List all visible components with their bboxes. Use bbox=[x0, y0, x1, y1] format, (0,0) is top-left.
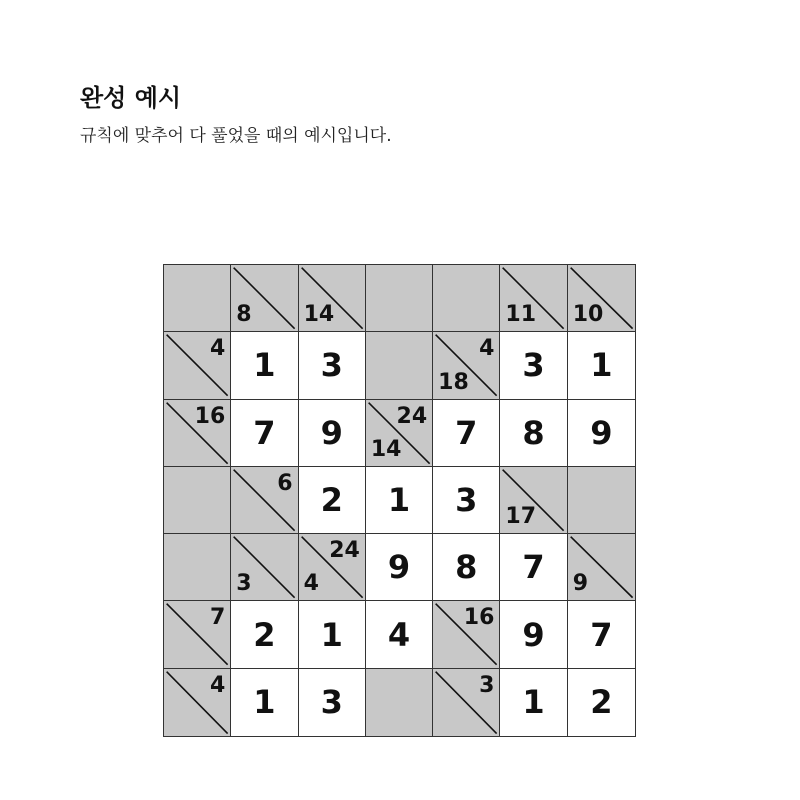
clue-cell bbox=[231, 265, 298, 332]
cell-digit: 8 bbox=[522, 413, 545, 452]
answer-cell bbox=[500, 669, 567, 736]
clue-cell bbox=[164, 400, 231, 467]
down-clue: 14 bbox=[303, 302, 335, 328]
cell-digit: 2 bbox=[320, 480, 343, 519]
cell-digit: 9 bbox=[387, 548, 411, 587]
cell-digit: 9 bbox=[320, 413, 343, 452]
across-clue: 7 bbox=[209, 605, 226, 631]
page-subtitle: 규칙에 맞추어 다 풀었을 때의 예시입니다. bbox=[80, 126, 392, 146]
cell-digit: 7 bbox=[253, 413, 276, 452]
blocked-cell bbox=[164, 265, 231, 332]
across-clue: 24 bbox=[396, 403, 428, 429]
cell-digit: 3 bbox=[455, 480, 478, 519]
down-clue: 4 bbox=[303, 571, 319, 597]
blocked-cell bbox=[568, 467, 635, 534]
down-clue: 14 bbox=[370, 436, 402, 462]
down-clue: 17 bbox=[505, 504, 537, 530]
cell-digit: 3 bbox=[320, 683, 343, 722]
answer-cell bbox=[568, 332, 635, 399]
clue-cell bbox=[231, 467, 298, 534]
across-clue: 24 bbox=[329, 538, 360, 564]
answer-cell bbox=[500, 534, 567, 601]
cell-digit: 3 bbox=[522, 346, 545, 385]
clue-cell bbox=[299, 265, 366, 332]
blocked-cell bbox=[164, 534, 231, 601]
answer-cell bbox=[433, 467, 500, 534]
clue-cell bbox=[433, 332, 500, 399]
answer-cell bbox=[568, 601, 635, 668]
clue-cell bbox=[164, 601, 231, 668]
answer-cell bbox=[500, 601, 567, 668]
answer-cell bbox=[366, 467, 433, 534]
cell-digit: 2 bbox=[590, 683, 613, 722]
clue-cell bbox=[433, 669, 500, 736]
clue-cell bbox=[568, 265, 635, 332]
answer-cell bbox=[299, 332, 366, 399]
across-clue: 4 bbox=[209, 672, 226, 698]
cell-digit: 1 bbox=[590, 346, 613, 385]
clue-cell bbox=[366, 400, 433, 467]
blocked-cell bbox=[433, 265, 500, 332]
across-clue: 16 bbox=[463, 605, 495, 631]
down-clue: 3 bbox=[236, 571, 252, 597]
blocked-cell bbox=[366, 669, 433, 736]
kakuro-board bbox=[163, 264, 636, 737]
down-clue: 10 bbox=[572, 302, 604, 328]
cell-digit: 1 bbox=[253, 346, 276, 385]
answer-cell bbox=[299, 601, 366, 668]
answer-cell bbox=[231, 332, 298, 399]
cell-digit: 7 bbox=[522, 548, 545, 587]
page-title: 완성 예시 bbox=[80, 84, 182, 112]
answer-cell bbox=[231, 400, 298, 467]
cell-digit: 7 bbox=[590, 615, 613, 654]
down-clue: 11 bbox=[505, 302, 537, 328]
answer-cell bbox=[433, 400, 500, 467]
blocked-cell bbox=[366, 332, 433, 399]
cell-digit: 3 bbox=[320, 346, 343, 385]
across-clue: 16 bbox=[194, 403, 226, 429]
answer-cell bbox=[299, 669, 366, 736]
cell-digit: 1 bbox=[253, 683, 276, 722]
answer-cell bbox=[299, 400, 366, 467]
clue-cell bbox=[568, 534, 635, 601]
answer-cell bbox=[568, 669, 635, 736]
cell-digit: 2 bbox=[253, 615, 276, 654]
answer-cell bbox=[433, 534, 500, 601]
cell-digit: 8 bbox=[455, 548, 478, 587]
clue-cell bbox=[231, 534, 298, 601]
blocked-cell bbox=[366, 265, 433, 332]
across-clue: 6 bbox=[277, 470, 293, 496]
clue-cell bbox=[433, 601, 500, 668]
across-clue: 4 bbox=[209, 336, 226, 362]
clue-cell bbox=[500, 467, 567, 534]
cell-digit: 4 bbox=[387, 615, 411, 654]
clue-cell bbox=[500, 265, 567, 332]
across-clue: 3 bbox=[479, 672, 495, 698]
down-clue: 9 bbox=[572, 571, 589, 597]
cell-digit: 1 bbox=[522, 683, 545, 722]
answer-cell bbox=[568, 400, 635, 467]
answer-cell bbox=[299, 467, 366, 534]
cell-digit: 7 bbox=[455, 413, 478, 452]
down-clue: 8 bbox=[236, 302, 252, 328]
cell-digit: 1 bbox=[387, 480, 411, 519]
across-clue: 4 bbox=[479, 336, 495, 362]
cell-digit: 9 bbox=[522, 615, 545, 654]
answer-cell bbox=[500, 400, 567, 467]
answer-cell bbox=[231, 601, 298, 668]
answer-cell bbox=[366, 534, 433, 601]
answer-cell bbox=[231, 669, 298, 736]
cell-digit: 1 bbox=[320, 615, 343, 654]
answer-cell bbox=[500, 332, 567, 399]
clue-cell bbox=[164, 332, 231, 399]
down-clue: 18 bbox=[438, 369, 469, 395]
clue-cell bbox=[299, 534, 366, 601]
blocked-cell bbox=[164, 467, 231, 534]
answer-cell bbox=[366, 601, 433, 668]
cell-digit: 9 bbox=[590, 413, 613, 452]
clue-cell bbox=[164, 669, 231, 736]
